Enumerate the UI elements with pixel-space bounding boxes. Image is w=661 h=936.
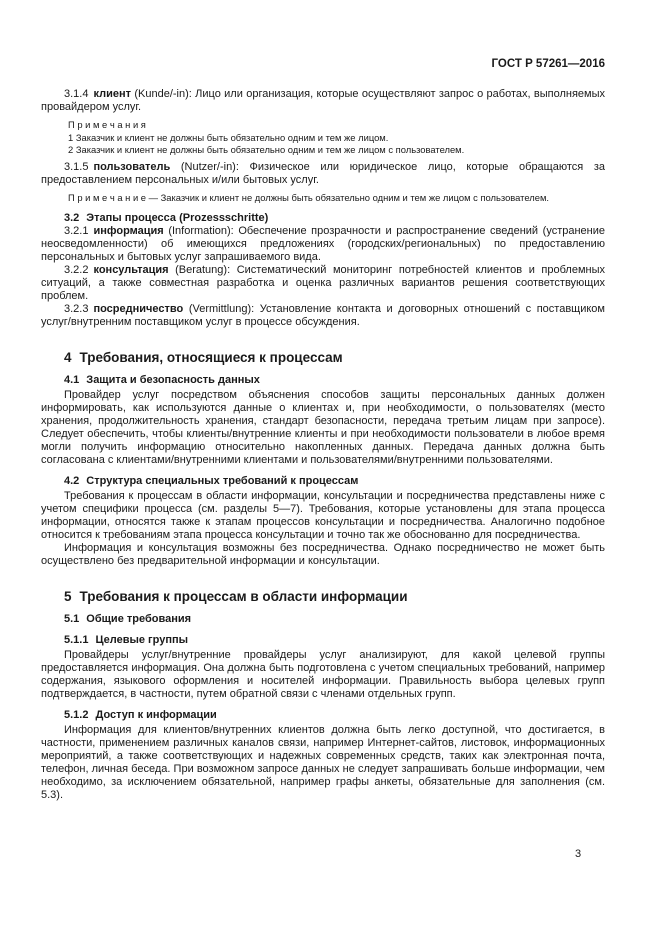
note-block-3-1-5: [68, 192, 605, 204]
subsection-heading-5-1-2: [41, 709, 605, 722]
term-text: (Information): Обеспечение прозрачности и распространение сведений (устранение неосведомленности) об имеющихся предложениях (городских/региональных) по предоставлению персональных и бытовых услуг запрашиваемого вида.: [41, 225, 605, 263]
term-word: информация: [93, 225, 164, 237]
term-text: (Nutzer/-in): Физическое или юридическое лицо, которые обращаются за предоставлением персональных и/или бытовых услуг.: [41, 161, 606, 186]
note-item-1: 1 Заказчик и клиент не должны быть обязательно одним и тем же лицом.: [68, 132, 389, 143]
term-word: консультация: [93, 264, 169, 276]
heading-number: 5.1.1: [64, 634, 89, 646]
note-label: П р и м е ч а н и е —: [68, 192, 158, 203]
term-definition-3-1-5: [41, 161, 605, 187]
term-word: посредничество: [93, 303, 184, 315]
heading-number: 4: [64, 350, 72, 365]
term-number: 3.2.3: [64, 303, 89, 315]
paragraph-5-1-2: Информация для клиентов/внутренних клиентов должна быть легко доступной, что достигается, в частности, применением различных каналов связи, например Интернет-сайтов, листовок, информационных мероприятий, а также соответствующих и надежных современных средств, таких как электронная почта, телефон, личная беседа. При возможном запросе данных не следует запрашивать больше информации, чем необходимо, за исключением обязательной, например графы анкеты, обязательные для заполнения (см. 5.3).: [41, 724, 605, 801]
note-item-2: 2 Заказчик и клиент не должны быть обязательно одним и тем же лицом с пользователем.: [68, 144, 465, 155]
term-number: 3.2.1: [64, 225, 89, 237]
heading-title: Структура специальных требований к процессам: [86, 475, 359, 487]
heading-title: Этапы процесса (Prozessschritte): [86, 212, 269, 224]
section-heading-5: [41, 589, 605, 605]
page-number: 3: [575, 848, 582, 860]
heading-number: 3.2: [64, 212, 80, 224]
term-number: 3.1.5: [64, 161, 89, 173]
section-heading-4: [41, 350, 605, 366]
term-text: (Kunde/-in): Лицо или организация, которые осуществляют запрос о работах, выполняемых провайдером услуг.: [41, 88, 605, 113]
paragraph-4-2-a: Требования к процессам в области информации, консультации и посредничества представлены ниже с учетом специфики процесса (см. разделы 5—7). Требования, которые установлены для этапа процесса информации, относятся также к этапам процессов консультации и посредничества. Аналогично подобное относится к требованиям этапа процесса консультации и точно так же обоснованно для посредничества.: [41, 490, 605, 541]
paragraph-4-1: Провайдер услуг посредством объяснения способов защиты персональных данных должен информировать, как используются данные о клиентах и, при необходимости, о пользователях (место хранения, продолжительность хранения, стандарт безопасности, передача третьим лицам при запросе). Следует обеспечить, чтобы клиенты/внутренние клиенты и при необходимости пользователи в любое время могли получить информацию относительно накопленных данных. Передача данных должна быть согласована с клиентами/внутренними клиентами и пользователями/внутренними пользователями.: [41, 389, 605, 466]
term-definition-3-2-3: [41, 303, 605, 329]
doc-code-header: ГОСТ Р 57261—2016: [491, 58, 605, 70]
term-definition-3-2-2: [41, 264, 605, 303]
term-definition-3-2-1: [41, 225, 605, 264]
term-text: (Vermittlung): Установление контакта и договорных отношений с поставщиком услуг/внутренним поставщиком услуг в процессе обсуждения.: [41, 303, 605, 328]
heading-number: 5.1.2: [64, 709, 89, 721]
subsection-heading-4-2: [41, 475, 605, 488]
heading-number: 4.2: [64, 475, 80, 487]
term-word: клиент: [93, 88, 132, 100]
heading-title: Доступ к информации: [95, 709, 217, 721]
term-number: 3.1.4: [64, 88, 89, 100]
heading-title: Защита и безопасность данных: [86, 374, 260, 386]
term-number: 3.2.2: [64, 264, 89, 276]
subsection-heading-5-1-1: [41, 634, 605, 647]
term-word: пользователь: [93, 161, 171, 173]
paragraph-5-1-1: Провайдеры услуг/внутренние провайдеры услуг анализируют, для какой целевой группы предоставляется информация. Она должна быть подготовлена с учетом специальных требований, например содержания, языкового оформления и носителей информации. Правильность выбора целевых групп подтверждается, в частности, путем обратной связи с членами отдельных групп.: [41, 649, 605, 700]
heading-number: 4.1: [64, 374, 80, 386]
heading-title: Целевые группы: [95, 634, 189, 646]
term-definition-3-1-4: [41, 88, 605, 114]
notes-block-3-1-4: [68, 119, 605, 156]
paragraph-4-2-b: Информация и консультация возможны без посредничества. Однако посредничество не может быть осуществлено без предварительной информации и консультации.: [41, 542, 605, 567]
term-text: (Beratung): Систематический мониторинг потребностей клиентов и проблемных ситуаций, а также совместная разработка и оценка различных вариантов решения соответствующих проблем.: [41, 264, 605, 302]
subsection-heading-4-1: [41, 374, 605, 387]
heading-number: 5.1: [64, 613, 80, 625]
notes-title: П р и м е ч а н и я: [68, 119, 146, 130]
note-text: Заказчик и клиент не должны быть обязательно одним и тем же лицом с пользователем.: [160, 192, 549, 203]
heading-title: Требования, относящиеся к процессам: [79, 350, 343, 365]
subsection-heading-5-1: [41, 613, 605, 626]
heading-title: Общие требования: [86, 613, 192, 625]
heading-number: 5: [64, 589, 72, 604]
subsection-heading-3-2: [41, 212, 605, 225]
heading-title: Требования к процессам в области информации: [79, 589, 408, 604]
